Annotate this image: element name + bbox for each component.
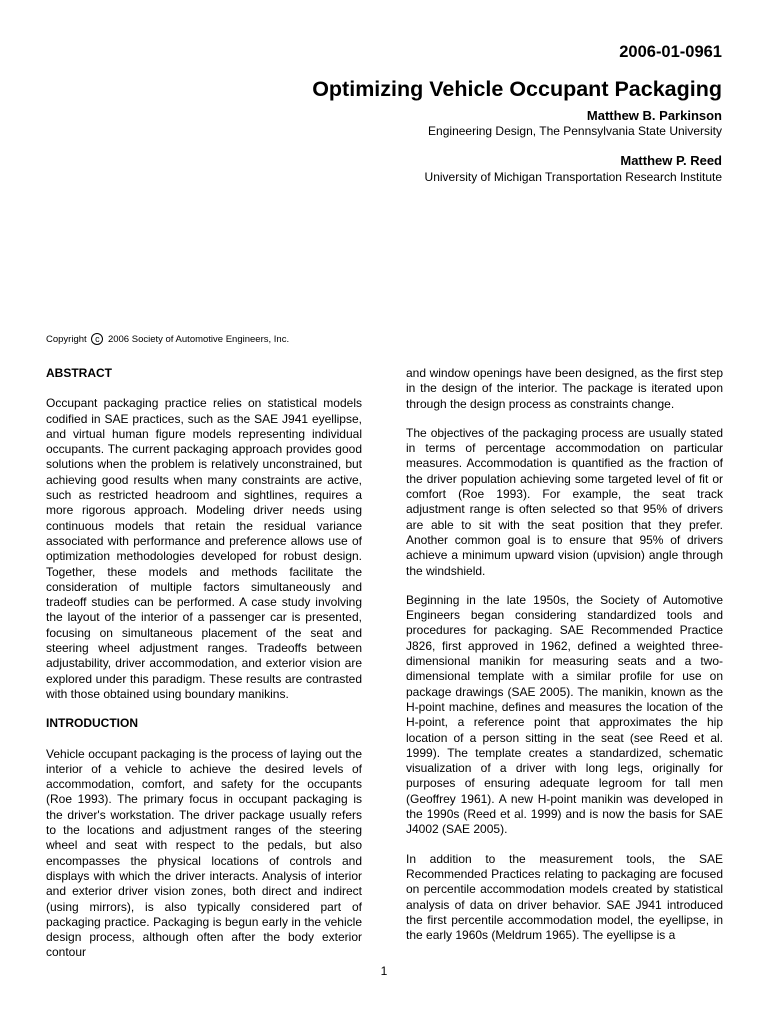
copyright-text: 2006 Society of Automotive Engineers, Inc. bbox=[107, 334, 290, 345]
author-name: Matthew B. Parkinson bbox=[586, 108, 722, 123]
body-paragraph: and window openings have been designed, as the first step in the design of the interior. The package is iterated upon through the design process as constraints change. bbox=[406, 366, 723, 411]
paper-title: Optimizing Vehicle Occupant Packaging bbox=[312, 77, 722, 101]
copyright-notice bbox=[46, 333, 289, 345]
author-affiliation: Engineering Design, The Pennsylvania State University bbox=[428, 124, 722, 138]
copyright-prefix: Copyright bbox=[46, 334, 87, 345]
introduction-heading: INTRODUCTION bbox=[46, 716, 138, 731]
body-paragraph: Vehicle occupant packaging is the process of laying out the interior of a vehicle to achieve the desired levels of accommodation, comfort, and safety for the occupants (Roe 1993). The primary focus in occupant packaging is the driver's workstation. The driver package usually refers to the locations and adjustment ranges of the steering wheel and seat with respect to the pedals, but also encompasses the physical locations of controls and displays with which the driver interacts. Analysis of interior and exterior driver vision zones, both direct and indirect (using mirrors), is also typically considered part of packaging practice. Packaging is begun early in the vehicle design process, although often after the body exterior contour bbox=[46, 746, 362, 960]
abstract-heading: ABSTRACT bbox=[46, 366, 112, 380]
page-number: 1 bbox=[380, 964, 388, 978]
right-column bbox=[406, 366, 723, 957]
author-affiliation: University of Michigan Transportation Research Institute bbox=[424, 170, 722, 184]
body-paragraph: The objectives of the packaging process are usually stated in terms of percentage accommodation on particular measures. Accommodation is quantified as the fraction of the driver population achieving some targeted level of fit or comfort (Roe 1993). For example, the seat track adjustment range is often selected so that 95% of drivers are able to sit with the seat position that they prefer. Another common goal is to ensure that 95% of drivers achieve a minimum upward vision (upvision) angle through the windshield. bbox=[406, 425, 723, 578]
copyright-symbol-icon: c bbox=[91, 333, 103, 345]
body-paragraph: In addition to the measurement tools, the SAE Recommended Practices relating to packaging are focused on percentile accommodation models created by statistical analysis of data on driver behavior. SAE J941 introduced the first percentile accommodation model, the eyellipse, in the early 1960s (Meldrum 1965). The eyellipse is a bbox=[406, 851, 723, 943]
author-name: Matthew P. Reed bbox=[620, 153, 722, 168]
left-column bbox=[46, 366, 362, 975]
paper-id: 2006-01-0961 bbox=[619, 43, 722, 61]
abstract-paragraph: Occupant packaging practice relies on statistical models codified in SAE practices, such as the SAE J941 eyellipse, and virtual human figure models representing individual occupants. The current packaging approach provides good solutions when the problem is relatively unconstrained, but achieving good results when many constraints are active, such as restricted headroom and sightlines, requires a more rigorous approach. Modeling driver needs using continuous models that retain the residual variance associated with performance and preference allows use of optimization methodologies developed for robust design. Together, these models and methods facilitate the consideration of multiple factors simultaneously and tradeoff studies can be performed. A case study involving the layout of the interior of a passenger car is presented, focusing on simultaneous placement of the seat and steering wheel adjustment ranges. Tradeoffs between adjustability, driver accommodation, and exterior vision are explored under this paradigm. These results are contrasted with those obtained using boundary manikins. bbox=[46, 396, 362, 701]
body-paragraph: Beginning in the late 1950s, the Society of Automotive Engineers began considering standardized tools and procedures for packaging. SAE Recommended Practice J826, first approved in 1962, defined a weighted three-dimensional manikin for measuring seats and a two-dimensional template with a similar profile for use on package drawings (SAE 2005). The manikin, known as the H-point machine, defines and measures the location of the H-point, a reference point that approximates the hip location of a person sitting in the seat (see Reed et al. 1999). The template creates a standardized, schematic visualization of a driver with long legs, originally for purposes of ensuring adequate legroom for tall men (Geoffrey 1961). A new H-point manikin was developed in the 1990s (Reed et al. 1999) and is now the basis for SAE J4002 (SAE 2005). bbox=[406, 592, 723, 837]
